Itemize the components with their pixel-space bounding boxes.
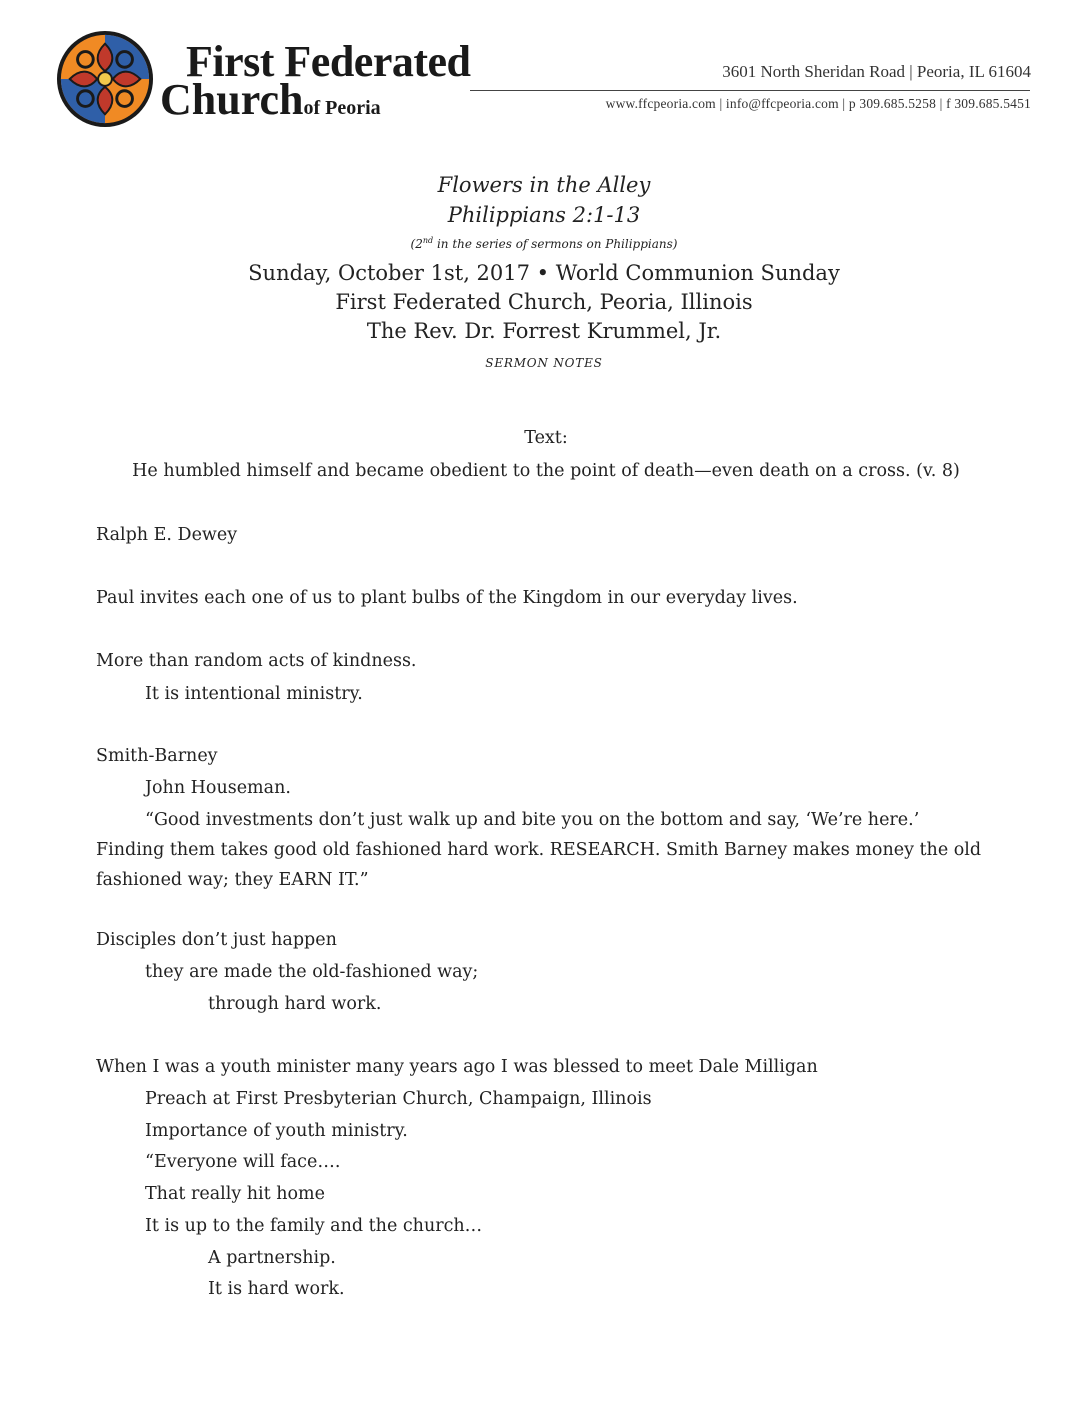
note-line: That really hit home [145,1184,325,1204]
series-open: ( [410,237,416,251]
note-line: fashioned way; they EARN IT.” [96,870,369,890]
series-suffix: nd [422,236,434,245]
note-line: they are made the old-fashioned way; [145,962,479,982]
church-rosette-logo-icon [56,30,154,128]
sermon-pastor: The Rev. Dr. Forrest Krummel, Jr. [366,319,722,343]
series-text: in the series of sermons on Philippians) [433,237,678,251]
note-line: John Houseman. [145,778,291,798]
series-note [0,236,1088,251]
note-line: A partnership. [208,1248,336,1268]
note-line: It is up to the family and the church… [145,1216,483,1236]
note-line: It is hard work. [208,1279,345,1299]
letterhead [0,0,1088,130]
church-address: 3601 North Sheridan Road | Peoria, IL 61604 [722,62,1031,81]
text-label: Text: [524,428,568,448]
church-name-small: of Peoria [303,97,381,119]
text-quote: He humbled himself and became obedient to the point of death—even death on a cross. (v. 8) [132,461,960,481]
note-line: When I was a youth minister many years ago I was blessed to meet Dale Milligan [96,1057,818,1077]
note-line: Importance of youth ministry. [145,1121,408,1141]
church-name-line1: First Federated [186,37,471,86]
sermon-title: Flowers in the Alley [437,173,651,197]
sermon-church: First Federated Church, Peoria, Illinois [335,290,753,314]
note-line: “Everyone will face…. [145,1152,341,1172]
note-line: “Good investments don’t just walk up and bite you on the bottom and say, ‘We’re here.’ [145,810,920,830]
sermon-date: Sunday, October 1st, 2017 • World Communion Sunday [248,261,840,285]
note-line: More than random acts of kindness. [96,651,417,671]
note-line: Preach at First Presbyterian Church, Champaign, Illinois [145,1089,652,1109]
sermon-title-block [0,170,1088,370]
series-number: 2 [415,237,423,251]
scripture-reference: Philippians 2:1-13 [447,203,641,227]
sermon-notes-label: SERMON NOTES [485,356,603,370]
note-line: Finding them takes good old fashioned hard work. RESEARCH. Smith Barney makes money the old [96,840,982,860]
header-rule [470,90,1030,91]
church-name-main: Church [160,75,304,124]
note-line: Ralph E. Dewey [96,525,238,545]
note-line: Paul invites each one of us to plant bulbs of the Kingdom in our everyday lives. [96,588,798,608]
note-line: through hard work. [208,994,382,1014]
note-line: It is intentional ministry. [145,684,363,704]
note-line: Disciples don’t just happen [96,930,337,950]
note-line: Smith-Barney [96,746,218,766]
church-name-line2 [160,76,381,132]
church-contact: www.ffcpeoria.com | info@ffcpeoria.com | p 309.685.5258 | f 309.685.5451 [605,96,1031,111]
